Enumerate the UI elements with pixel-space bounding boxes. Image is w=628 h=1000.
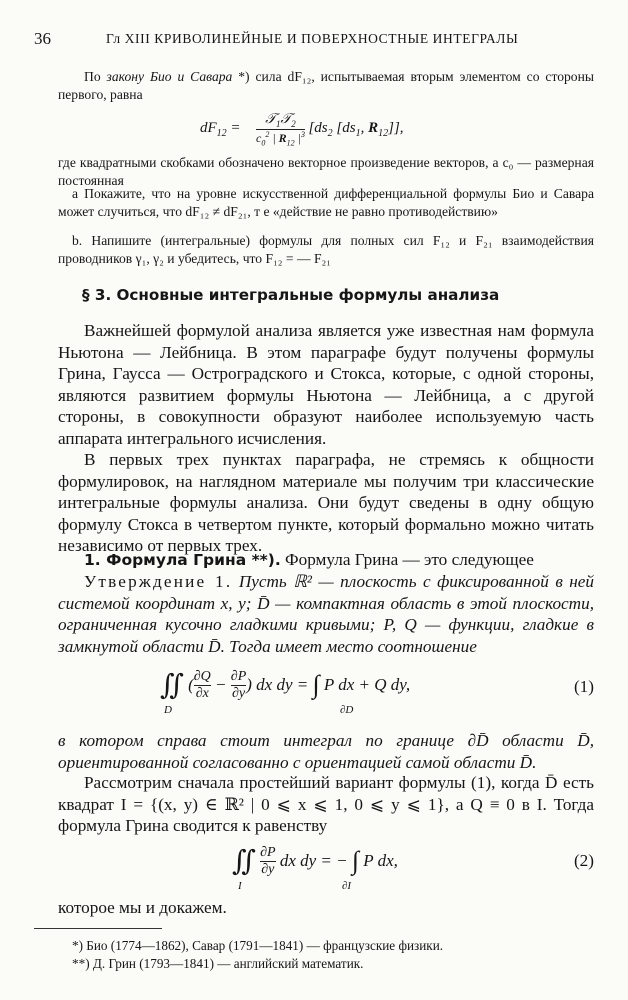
- green-formula-eq1: ∬ ( $\frac{\partial Q}{\partial x}$ − $\frac{\partial P}{\partial y}$ ) dx dy = ∫ P dx + Q dy, D ∂D (1): [160, 668, 594, 716]
- green-para-3: Рассмотрим сначала простейший вариант формулы (1), когда D̄ есть квадрат I = {(x, y) ∈ ℝ² | 0 ⩽ x ⩽ 1, 0 ⩽ y ⩽ 1}, а Q ≡ 0 в I. Тогда формула Грина сводится к равенству: [58, 773, 594, 835]
- page-number: 36: [34, 29, 51, 48]
- green-after-eq1: в котором справа стоит интеграл по границе ∂D̄ области D̄, ориентированной согласованно с ориентацией самой области D̄.: [58, 731, 594, 772]
- page-header: [34, 29, 596, 51]
- biot-savart-formula: $dF_{12}$ = 𝒯$_1$𝒯$_2$ $c_0^2$ | $R_{12}$ $|^3$ [$ds_2$ [$ds_1$, $R_{12}$]],: [200, 112, 404, 148]
- footnote-divider: [34, 928, 162, 929]
- eq1-number: (1): [573, 677, 594, 696]
- biot-savart-notation: где квадратными скобками обозначено векторное произведение векторов, а c₀ — размерная постоянная: [58, 155, 594, 188]
- green-statement: Утверждение 1. Пусть ℝ² — плоскость с фиксированной в ней системой координат x, y; D̄ — компактная область в этой плоскости, ограниченная кусочно гладкими кривыми; P, Q — функции, гладкие в замкнутой области D̄. Тогда имеет место соотношение: [58, 572, 595, 656]
- green-formula-eq2: ∬ $\frac{\partial P}{\partial y}$ dx dy = − ∫ P dx, I ∂I (2): [232, 844, 594, 892]
- footnote-1: *) Био (1774—1862), Савар (1791—1841) — французские физики.: [72, 938, 444, 953]
- section-para-2: В первых трех пунктах параграфа, не стремясь к общности формулировок, на наглядном материале мы получим три классические интегральные формулы анализа. Они будут сведены в одну общую формулу Стокса в четвертом пункте, который формально можно читать независимо от первых трех.: [58, 450, 594, 555]
- footnote-2: **) Д. Грин (1793—1841) — английский математик.: [72, 956, 364, 971]
- section-para-1: Важнейшей формулой анализа является уже известная нам формула Ньютона — Лейбница. В этом параграфе будут получены формулы Грина, Гаусса — Остроградского и Стокса, которые, с одной стороны, являются развитием формулы Ньютона — Лейбница, а с другой стороны, в совокупности образуют наиболее используемую часть аппарата интегрального исчисления.: [58, 321, 594, 448]
- biot-savart-intro: По закону Био и Савара *) сила dF₁₂, испытываемая вторым элементом со стороны первого, равна: [58, 69, 595, 102]
- green-heading: 1. Формула Грина **). Формула Грина — это следующее: [84, 550, 534, 569]
- exercise-item-b: b. Напишите (интегральные) формулы для полных сил F₁₂ и F₂₁ взаимодействия проводников γ₁, γ₂ и убедитесь, что F₁₂ = — F₂₁: [58, 233, 594, 266]
- section-title: § 3. Основные интегральные формулы анализа: [82, 286, 500, 304]
- exercise-item-a: a Покажите, что на уровне искусственной дифференциальной формулы Био и Савара может случиться, что dF₁₂ ≠ dF₂₁, т е «действие не равно противодействию»: [58, 186, 594, 219]
- running-title: Гл XIII КРИВОЛИНЕЙНЫЕ И ПОВЕРХНОСТНЫЕ ИНТЕГРАЛЫ: [106, 31, 519, 46]
- eq2-number: (2): [573, 851, 594, 870]
- green-closing: которое мы и докажем.: [58, 898, 227, 917]
